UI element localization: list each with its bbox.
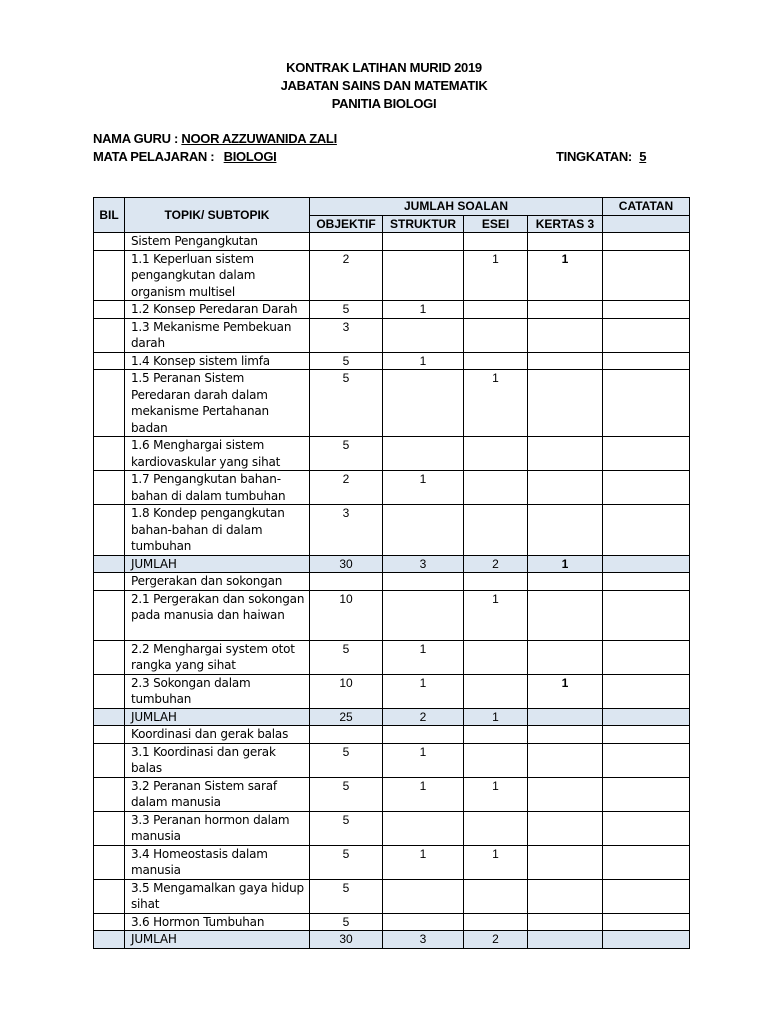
form-line	[556, 149, 646, 164]
teacher-line	[93, 131, 337, 146]
table-row	[94, 318, 690, 352]
esei-cell	[464, 318, 528, 352]
catatan-cell	[603, 913, 690, 931]
struktur-cell	[383, 879, 464, 913]
esei-cell: 2	[464, 555, 528, 573]
topic-cell: 1.5 Peranan Sistem Peredaran darah dalam mekanisme Pertahanan badan	[125, 370, 310, 437]
header-struktur: STRUKTUR	[383, 215, 464, 233]
struktur-cell: 1	[383, 301, 464, 319]
total-row	[94, 931, 690, 949]
objektif-cell: 5	[310, 879, 383, 913]
objektif-cell: 5	[310, 811, 383, 845]
table-row	[94, 437, 690, 471]
esei-cell: 1	[464, 250, 528, 301]
struktur-cell: 3	[383, 555, 464, 573]
catatan-cell	[603, 674, 690, 708]
catatan-cell	[603, 555, 690, 573]
bil-cell	[94, 674, 125, 708]
kertas3-cell	[528, 505, 603, 556]
catatan-cell	[603, 352, 690, 370]
objektif-cell: 30	[310, 931, 383, 949]
catatan-cell	[603, 370, 690, 437]
objektif-cell: 5	[310, 437, 383, 471]
struktur-cell: 1	[383, 777, 464, 811]
table-row	[94, 590, 690, 640]
total-row	[94, 708, 690, 726]
topic-cell: 2.3 Sokongan dalam tumbuhan	[125, 674, 310, 708]
esei-cell	[464, 726, 528, 744]
objektif-cell	[310, 233, 383, 251]
struktur-cell	[383, 590, 464, 640]
kertas3-cell	[528, 233, 603, 251]
catatan-cell	[603, 250, 690, 301]
bil-cell	[94, 726, 125, 744]
objektif-cell: 3	[310, 505, 383, 556]
kertas3-cell	[528, 879, 603, 913]
bil-cell	[94, 811, 125, 845]
total-row	[94, 555, 690, 573]
esei-cell	[464, 301, 528, 319]
struktur-cell: 1	[383, 352, 464, 370]
struktur-cell: 1	[383, 674, 464, 708]
topic-cell: 1.7 Pengangkutan bahan-bahan di dalam tumbuhan	[125, 471, 310, 505]
struktur-cell: 1	[383, 845, 464, 879]
objektif-cell: 2	[310, 471, 383, 505]
struktur-cell	[383, 573, 464, 591]
esei-cell: 1	[464, 590, 528, 640]
topic-cell: 1.1 Keperluan sistem pengangkutan dalam organism multisel	[125, 250, 310, 301]
header-catatan: CATATAN	[603, 198, 690, 216]
catatan-cell	[603, 726, 690, 744]
struktur-cell	[383, 437, 464, 471]
topic-cell: 1.4 Konsep sistem limfa	[125, 352, 310, 370]
kertas3-cell	[528, 318, 603, 352]
bil-cell	[94, 879, 125, 913]
section-row	[94, 573, 690, 591]
doc-panel: PANITIA BIOLOGI	[331, 96, 437, 111]
objektif-cell: 5	[310, 845, 383, 879]
bil-cell	[94, 640, 125, 674]
table-row	[94, 743, 690, 777]
teacher-name: NOOR AZZUWANIDA ZALI	[181, 131, 337, 146]
struktur-cell: 3	[383, 931, 464, 949]
struktur-cell	[383, 370, 464, 437]
objektif-cell	[310, 726, 383, 744]
kertas3-cell: 1	[528, 555, 603, 573]
table-body	[94, 233, 690, 949]
bil-cell	[94, 743, 125, 777]
objektif-cell: 5	[310, 301, 383, 319]
total-label: JUMLAH	[125, 555, 310, 573]
kertas3-cell	[528, 811, 603, 845]
struktur-cell	[383, 726, 464, 744]
catatan-cell	[603, 471, 690, 505]
objektif-cell: 2	[310, 250, 383, 301]
table-row	[94, 301, 690, 319]
struktur-cell	[383, 233, 464, 251]
catatan-cell	[603, 573, 690, 591]
esei-cell	[464, 811, 528, 845]
esei-cell: 2	[464, 931, 528, 949]
kertas3-cell	[528, 708, 603, 726]
section-row	[94, 233, 690, 251]
esei-cell: 1	[464, 370, 528, 437]
topic-cell: 3.4 Homeostasis dalam manusia	[125, 845, 310, 879]
topic-cell: 2.1 Pergerakan dan sokongan pada manusia dan haiwan	[125, 590, 310, 640]
bil-cell	[94, 555, 125, 573]
esei-cell	[464, 505, 528, 556]
bil-cell	[94, 845, 125, 879]
header-catatan-blank	[603, 215, 690, 233]
kertas3-cell	[528, 931, 603, 949]
total-label: JUMLAH	[125, 708, 310, 726]
bil-cell	[94, 471, 125, 505]
header-bil: BIL	[94, 198, 125, 233]
bil-cell	[94, 590, 125, 640]
catatan-cell	[603, 879, 690, 913]
esei-cell	[464, 743, 528, 777]
table-row	[94, 674, 690, 708]
topic-cell: 1.8 Kondep pengangkutan bahan-bahan di dalam tumbuhan	[125, 505, 310, 556]
table-row	[94, 879, 690, 913]
struktur-cell	[383, 250, 464, 301]
subject-line	[93, 149, 276, 164]
objektif-cell: 5	[310, 913, 383, 931]
struktur-cell: 1	[383, 640, 464, 674]
catatan-cell	[603, 777, 690, 811]
catatan-cell	[603, 590, 690, 640]
objektif-cell: 5	[310, 370, 383, 437]
objektif-cell: 10	[310, 674, 383, 708]
bil-cell	[94, 437, 125, 471]
bil-cell	[94, 913, 125, 931]
bil-cell	[94, 370, 125, 437]
topic-cell: 3.5 Mengamalkan gaya hidup sihat	[125, 879, 310, 913]
doc-department: JABATAN SAINS DAN MATEMATIK	[280, 78, 488, 93]
table-row	[94, 777, 690, 811]
objektif-cell: 5	[310, 743, 383, 777]
table-row	[94, 352, 690, 370]
struktur-cell: 2	[383, 708, 464, 726]
kertas3-cell	[528, 590, 603, 640]
bil-cell	[94, 318, 125, 352]
kertas3-cell	[528, 301, 603, 319]
esei-cell	[464, 471, 528, 505]
topic-cell: Sistem Pengangkutan	[125, 233, 310, 251]
struktur-cell	[383, 913, 464, 931]
struktur-cell	[383, 505, 464, 556]
objektif-cell: 5	[310, 777, 383, 811]
kertas3-cell	[528, 777, 603, 811]
table-row	[94, 370, 690, 437]
objektif-cell: 10	[310, 590, 383, 640]
topic-cell: 3.6 Hormon Tumbuhan	[125, 913, 310, 931]
topic-cell: 3.1 Koordinasi dan gerak balas	[125, 743, 310, 777]
kertas3-cell	[528, 743, 603, 777]
kertas3-cell	[528, 352, 603, 370]
struktur-cell: 1	[383, 471, 464, 505]
total-label: JUMLAH	[125, 931, 310, 949]
bil-cell	[94, 573, 125, 591]
topic-cell: 3.2 Peranan Sistem saraf dalam manusia	[125, 777, 310, 811]
topic-cell: 1.2 Konsep Peredaran Darah	[125, 301, 310, 319]
catatan-cell	[603, 301, 690, 319]
topic-cell: 1.3 Mekanisme Pembekuan darah	[125, 318, 310, 352]
struktur-cell	[383, 318, 464, 352]
struktur-cell: 1	[383, 743, 464, 777]
kertas3-cell	[528, 913, 603, 931]
question-contract-table	[93, 197, 690, 949]
catatan-cell	[603, 708, 690, 726]
table-row	[94, 640, 690, 674]
topic-cell: Koordinasi dan gerak balas	[125, 726, 310, 744]
catatan-cell	[603, 505, 690, 556]
kertas3-cell	[528, 845, 603, 879]
topic-cell: 1.6 Menghargai sistem kardiovaskular yang sihat	[125, 437, 310, 471]
table-row	[94, 913, 690, 931]
catatan-cell	[603, 318, 690, 352]
header-jumlah-soalan: JUMLAH SOALAN	[310, 198, 603, 216]
form-value: 5	[639, 149, 647, 164]
catatan-cell	[603, 743, 690, 777]
header-objektif: OBJEKTIF	[310, 215, 383, 233]
objektif-cell: 25	[310, 708, 383, 726]
esei-cell	[464, 352, 528, 370]
bil-cell	[94, 931, 125, 949]
objektif-cell	[310, 573, 383, 591]
catatan-cell	[603, 640, 690, 674]
doc-title: KONTRAK LATIHAN MURID 2019	[286, 60, 482, 75]
topic-cell: 3.3 Peranan hormon dalam manusia	[125, 811, 310, 845]
subject-value: BIOLOGI	[223, 149, 277, 164]
kertas3-cell: 1	[528, 250, 603, 301]
bil-cell	[94, 505, 125, 556]
esei-cell	[464, 233, 528, 251]
kertas3-cell	[528, 640, 603, 674]
objektif-cell: 30	[310, 555, 383, 573]
esei-cell	[464, 437, 528, 471]
kertas3-cell	[528, 726, 603, 744]
bil-cell	[94, 301, 125, 319]
topic-cell: 2.2 Menghargai system otot rangka yang sihat	[125, 640, 310, 674]
catatan-cell	[603, 233, 690, 251]
table-row	[94, 471, 690, 505]
esei-cell	[464, 879, 528, 913]
esei-cell	[464, 573, 528, 591]
bil-cell	[94, 352, 125, 370]
catatan-cell	[603, 437, 690, 471]
struktur-cell	[383, 811, 464, 845]
header-esei: ESEI	[464, 215, 528, 233]
esei-cell	[464, 913, 528, 931]
bil-cell	[94, 708, 125, 726]
objektif-cell: 3	[310, 318, 383, 352]
kertas3-cell	[528, 370, 603, 437]
esei-cell: 1	[464, 708, 528, 726]
bil-cell	[94, 250, 125, 301]
subject-label: MATA PELAJARAN :	[93, 149, 215, 164]
section-row	[94, 726, 690, 744]
table-row	[94, 811, 690, 845]
objektif-cell: 5	[310, 352, 383, 370]
kertas3-cell	[528, 437, 603, 471]
table-row	[94, 250, 690, 301]
catatan-cell	[603, 811, 690, 845]
table-row	[94, 845, 690, 879]
header-kertas3: KERTAS 3	[528, 215, 603, 233]
kertas3-cell	[528, 471, 603, 505]
header-topic: TOPIK/ SUBTOPIK	[125, 198, 310, 233]
bil-cell	[94, 777, 125, 811]
teacher-label: NAMA GURU :	[93, 131, 179, 146]
table-row	[94, 505, 690, 556]
kertas3-cell: 1	[528, 674, 603, 708]
esei-cell	[464, 640, 528, 674]
esei-cell: 1	[464, 777, 528, 811]
catatan-cell	[603, 845, 690, 879]
form-label: TINGKATAN:	[556, 149, 632, 164]
topic-cell: Pergerakan dan sokongan	[125, 573, 310, 591]
objektif-cell: 5	[310, 640, 383, 674]
bil-cell	[94, 233, 125, 251]
kertas3-cell	[528, 573, 603, 591]
esei-cell	[464, 674, 528, 708]
esei-cell: 1	[464, 845, 528, 879]
catatan-cell	[603, 931, 690, 949]
